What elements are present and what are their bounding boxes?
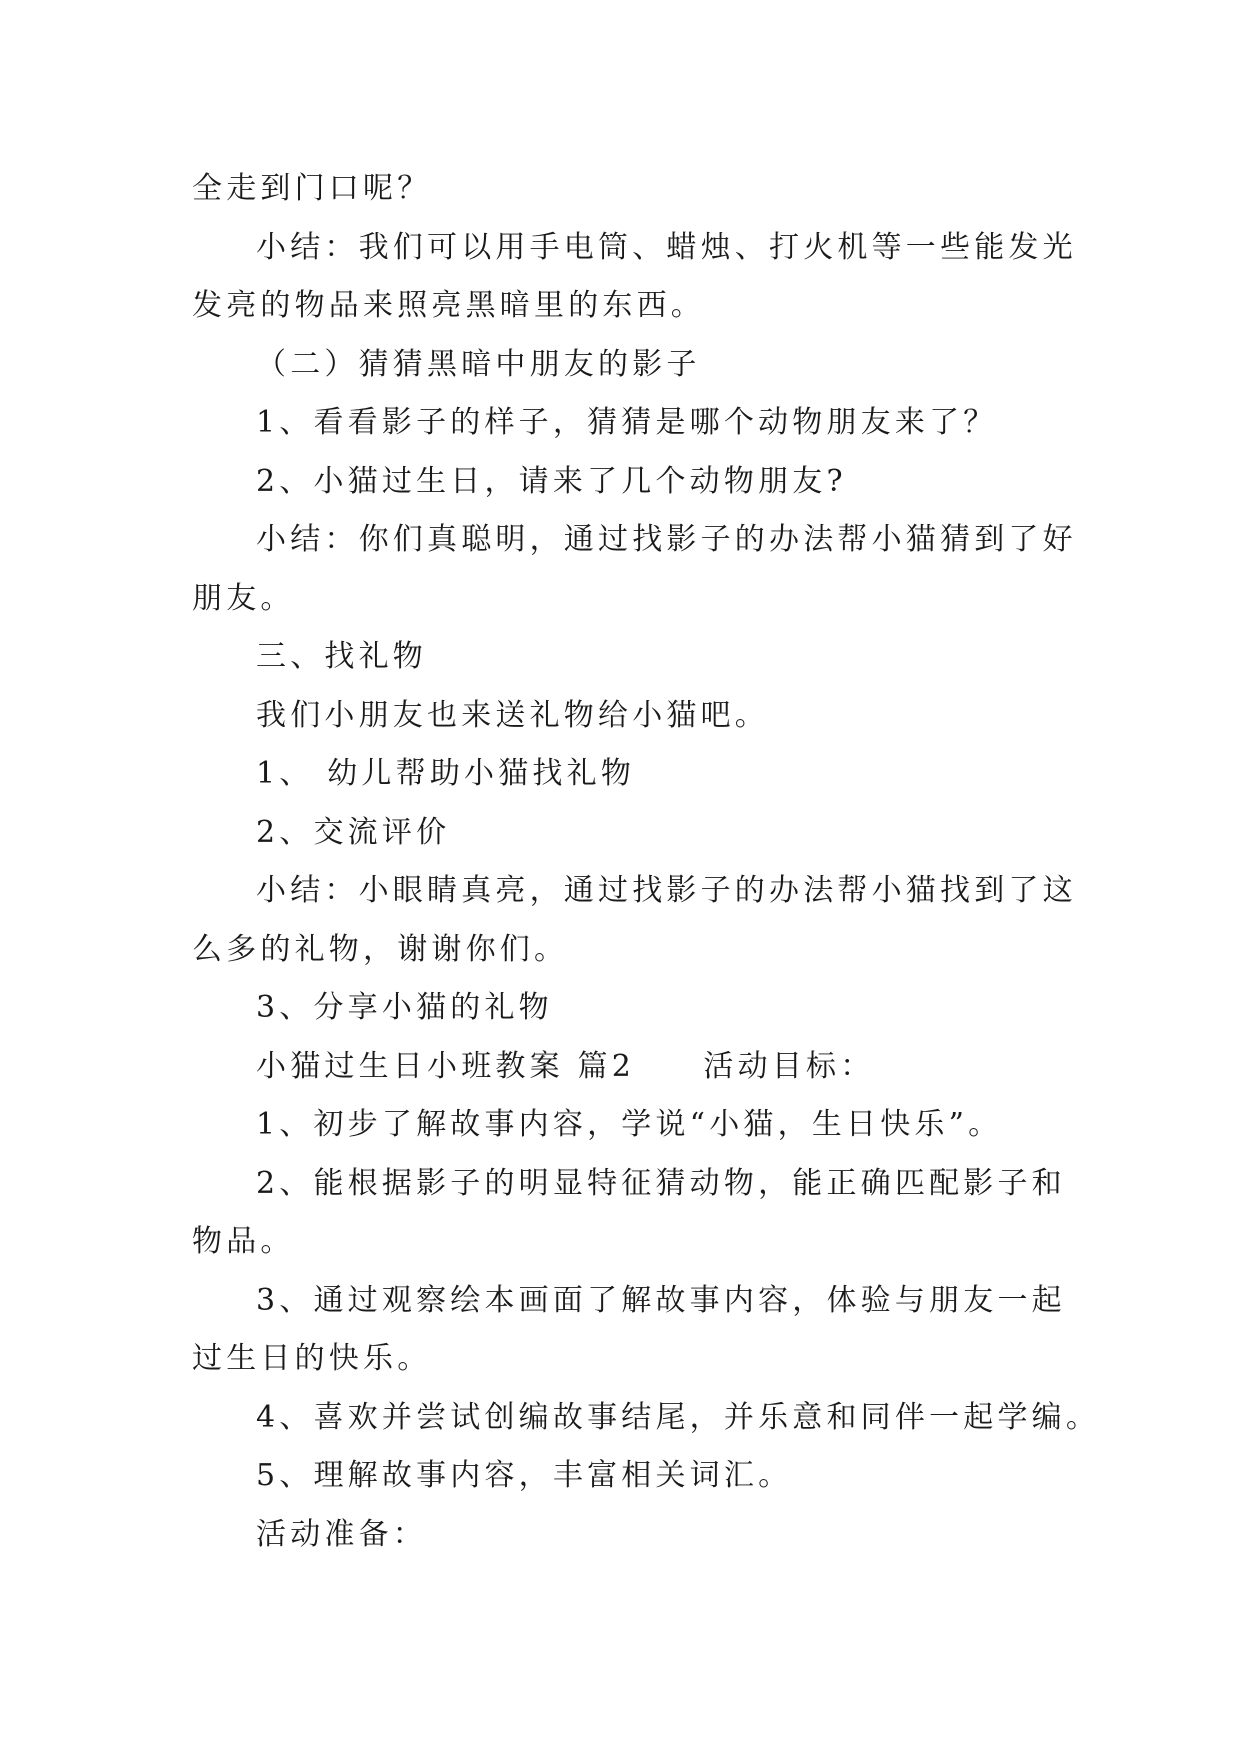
text-line: 3、通过观察绘本画面了解故事内容，体验与朋友一起 bbox=[256, 1282, 1066, 1318]
section-heading: 三、找礼物 bbox=[256, 639, 427, 674]
text-line: 过生日的快乐。 bbox=[192, 1341, 432, 1376]
text-line: 我们小朋友也来送礼物给小猫吧。 bbox=[256, 697, 769, 733]
text-line: 1、看看影子的样子，猜猜是哪个动物朋友来了？ bbox=[256, 405, 998, 440]
text-line: 3、分享小猫的礼物 bbox=[256, 990, 553, 1025]
text-line: 小结：我们可以用手电筒、蜡烛、打火机等一些能发光 bbox=[256, 229, 1077, 265]
text-line: 1、 幼儿帮助小猫找礼物 bbox=[256, 756, 636, 791]
text-line: 活动准备： bbox=[256, 1516, 427, 1552]
text-line: 1、初步了解故事内容，学说“小猫，生日快乐”。 bbox=[256, 1107, 1003, 1142]
section-heading: 小猫过生日小班教案 篇2 活动目标： bbox=[256, 1048, 875, 1084]
text-line: 朋友。 bbox=[192, 580, 295, 616]
text-line: 小结：你们真聪明，通过找影子的办法帮小猫猜到了好 bbox=[256, 522, 1077, 557]
text-line: 4、喜欢并尝试创编故事结尾，并乐意和同伴一起学编。 bbox=[256, 1399, 1101, 1435]
text-line: 小结：小眼睛真亮，通过找影子的办法帮小猫找到了这 bbox=[256, 873, 1077, 908]
text-line: 2、小猫过生日，请来了几个动物朋友? bbox=[256, 463, 847, 499]
text-line: 2、交流评价 bbox=[256, 814, 451, 850]
text-line: 全走到门口呢？ bbox=[192, 171, 432, 206]
text-line: 2、能根据影子的明显特征猜动物，能正确匹配影子和 bbox=[256, 1165, 1066, 1201]
text-line: 5、理解故事内容，丰富相关词汇。 bbox=[256, 1458, 793, 1493]
text-line: 么多的礼物，谢谢你们。 bbox=[192, 931, 569, 967]
text-line: 物品。 bbox=[192, 1224, 295, 1259]
document-body bbox=[192, 160, 1101, 1564]
text-line: 发亮的物品来照亮黑暗里的东西。 bbox=[192, 288, 705, 323]
section-heading: （二）猜猜黑暗中朋友的影子 bbox=[256, 346, 701, 382]
